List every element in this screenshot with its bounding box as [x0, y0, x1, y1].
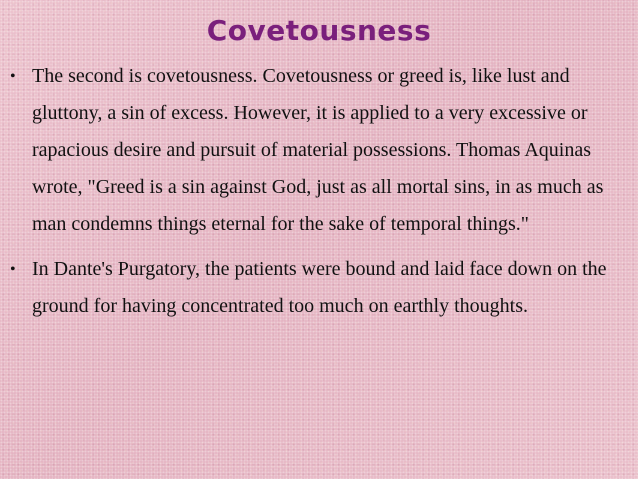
- slide-title: Covetousness: [206, 14, 432, 47]
- bullet-text: In Dante's Purgatory, the patients were bound and laid face down on the ground for having concentrated too much on earthly thoughts.: [32, 258, 607, 317]
- bullet-item-covetousness: [8, 58, 608, 243]
- bullet-icon: •: [10, 261, 16, 278]
- bullet-icon: •: [10, 68, 16, 85]
- bullet-text: The second is covetousness. Covetousness or greed is, like lust and gluttony, a sin of excess. However, it is applied to a very excessive or rapacious desire and pursuit of material possessions. Thomas Aquinas wrote, "Greed is a sin against God, just as all mortal sins, in as much as man condemns things eternal for the sake of temporal things.": [32, 65, 604, 235]
- bullet-list: [8, 58, 608, 325]
- bullet-item-dante: [8, 251, 608, 325]
